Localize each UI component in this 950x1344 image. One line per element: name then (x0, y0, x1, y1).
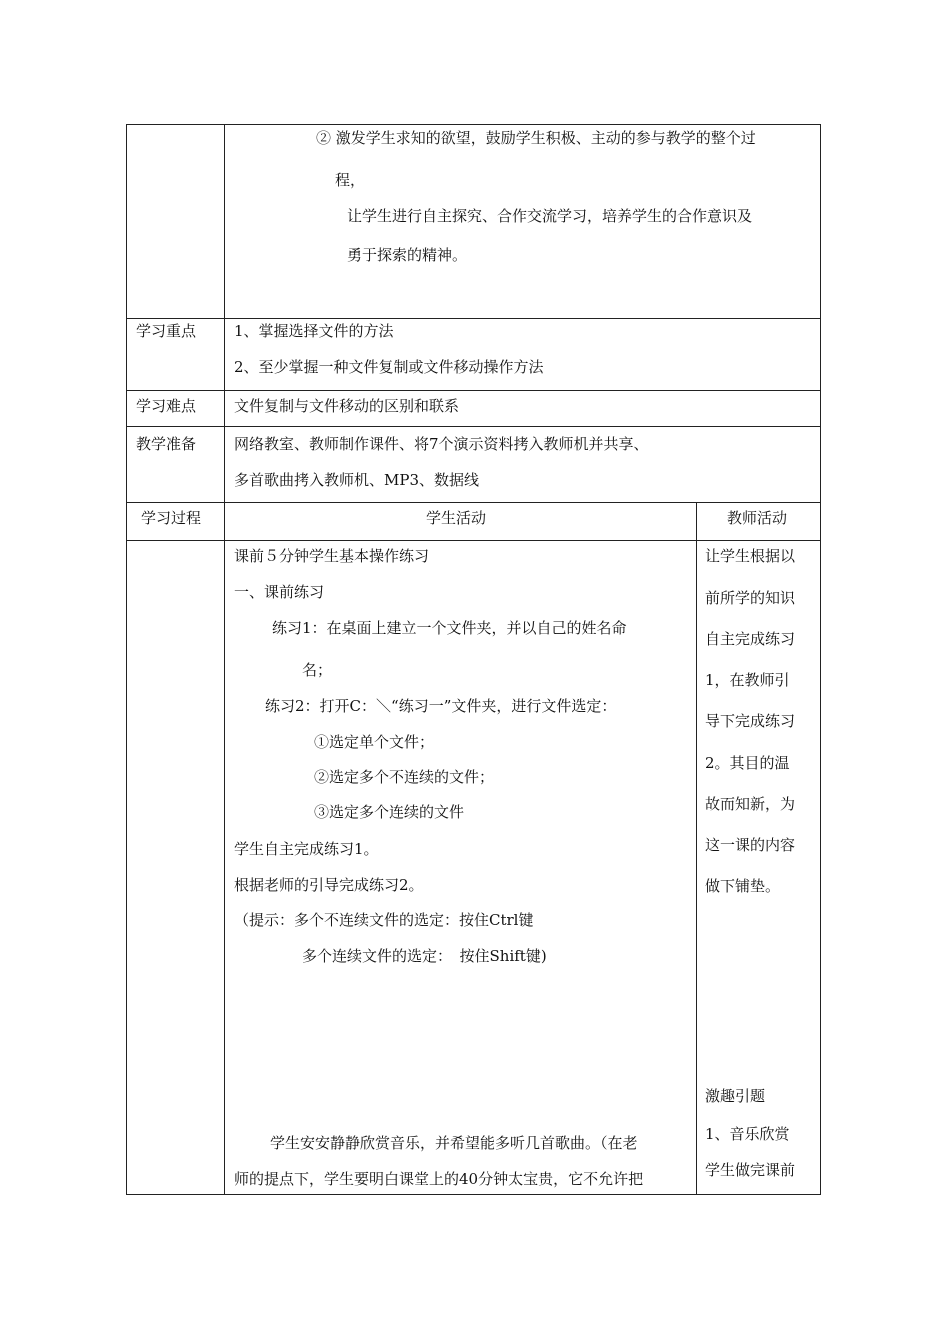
process-label: 学习过程 (141, 509, 202, 527)
student-activity-line: 师的提点下，学生要明白课堂上的40分钟太宝贵，它不允许把 (234, 1170, 644, 1188)
objective-line: 程， (335, 171, 366, 189)
student-activity-line: ①选定单个文件； (314, 733, 435, 751)
student-activity-line: 学生自主完成练习1。 (234, 840, 379, 858)
teacher-activity-line: 做下铺垫。 (705, 877, 781, 895)
row-divider-3 (126, 426, 821, 427)
table-border-left (126, 124, 127, 1195)
key-point-item: 2、至少掌握一种文件复制或文件移动操作方法 (234, 358, 544, 376)
teacher-activity-line: 故而知新，为 (705, 795, 796, 813)
teacher-activity-line: 导下完成练习 (705, 712, 796, 730)
preparation-line: 多首歌曲拷入教师机、MP3、数据线 (234, 471, 479, 489)
objective-line: 让学生进行自主探究、合作交流学习，培养学生的合作意识及 (347, 207, 753, 225)
key-point-item: 1、掌握选择文件的方法 (234, 322, 394, 340)
difficulties-text: 文件复制与文件移动的区别和联系 (234, 397, 460, 415)
student-activity-line: 多个连续文件的选定： 按住Shift键) (302, 947, 547, 965)
teacher-activity-line: 自主完成练习 (705, 630, 796, 648)
student-activity-line: 练习2：打开C：＼“练习一”文件夹，进行文件选定： (265, 697, 617, 715)
student-activity-line: （提示：多个不连续文件的选定：按住Ctrl键 (234, 911, 534, 929)
teacher-activity-line: 激趣引题 (705, 1087, 766, 1105)
preparation-line: 网络教室、教师制作课件、将7个演示资料拷入教师机并共享、 (234, 435, 649, 453)
row-divider-5 (126, 540, 821, 541)
teacher-activity-line: 让学生根据以 (705, 547, 796, 565)
student-activity-line: 根据老师的引导完成练习2。 (234, 876, 424, 894)
key-points-label: 学习重点 (136, 322, 197, 340)
student-activity-line: ②选定多个不连续的文件； (314, 768, 495, 786)
row-divider-4 (126, 502, 821, 503)
student-activity-line: 一、课前练习 (234, 583, 325, 601)
table-border-top (126, 124, 821, 125)
student-activity-line: 学生安安静静欣赏音乐，并希望能多听几首歌曲。（在老 (270, 1134, 638, 1152)
teacher-activity-line: 前所学的知识 (705, 589, 796, 607)
student-activity-line: ③选定多个连续的文件 (314, 803, 465, 821)
teacher-activity-header: 教师活动 (727, 509, 788, 527)
table-border-bottom (126, 1194, 821, 1195)
row-divider-1 (126, 318, 821, 319)
activity-column-divider (696, 502, 697, 1195)
teacher-activity-line: 2。其目的温 (705, 754, 790, 772)
objective-line: ② 激发学生求知的欲望，鼓励学生积极、主动的参与教学的整个过 (316, 129, 756, 147)
student-activity-line: 课前５分钟学生基本操作练习 (234, 547, 430, 565)
teacher-activity-line: 1、音乐欣赏 (705, 1125, 790, 1143)
teacher-activity-line: 学生做完课前 (705, 1161, 796, 1179)
row-divider-2 (126, 390, 821, 391)
student-activity-line: 练习1：在桌面上建立一个文件夹，并以自己的姓名命 (272, 619, 627, 637)
student-activity-header: 学生活动 (426, 509, 487, 527)
student-activity-line: 名； (302, 661, 333, 679)
objective-line: 勇于探索的精神。 (347, 246, 468, 264)
table-border-right (820, 124, 821, 1195)
preparation-label: 教学准备 (136, 435, 197, 453)
difficulties-label: 学习难点 (136, 397, 197, 415)
teacher-activity-line: 1，在教师引 (705, 671, 790, 689)
label-column-divider (224, 124, 225, 1195)
teacher-activity-line: 这一课的内容 (705, 836, 796, 854)
